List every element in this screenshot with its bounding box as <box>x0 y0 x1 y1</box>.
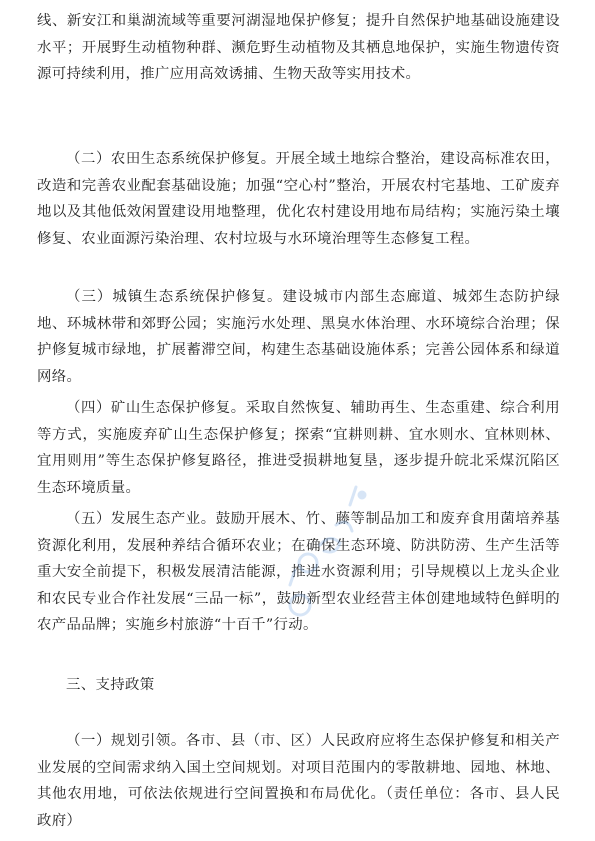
paragraph-ecological-industry: （五）发展生态产业。鼓励开展木、竹、藤等制品加工和废弃食用菌培养基资源化利用，发展种养结合循环农业；在确保生态环境、防洪防涝、生产生活等重大安全前提下，积极发展清洁能源，推进水资源利用；引导规模以上龙头企业和农民专业合作社发展“三品一标”，鼓励新型农业经营主体创建地域特色鲜明的农产品品牌；实施乡村旅游“十百千”行动。 <box>37 511 560 633</box>
paragraph-ecosystem-protection-continued: 线、新安江和巢湖流域等重要河湖湿地保护修复；提升自然保护地基础设施建设水平；开展野生动植物种群、濒危野生动植物及其栖息地保护，实施生物遗传资源可持续利用，推广应用高效诱捕、生物天敌等实用技术。 <box>37 13 560 82</box>
paragraph-farmland-ecosystem: （二）农田生态系统保护修复。开展全域土地综合整治，建设高标准农田，改造和完善农业配套基础设施；加强“空心村”整治，开展农村宅基地、工矿废弃地以及其他低效闲置建设用地整理，优化农村建设用地布局结构；实施污染土壤修复、农业面源污染治理、农村垃圾与水环境治理等生态修复工程。 <box>37 151 560 247</box>
paragraph-mine-ecosystem: （四）矿山生态保护修复。采取自然恢复、辅助再生、生态重建、综合利用等方式，实施废弃矿山生态保护修复；探索“宜耕则耕、宜水则水、宜林则林、宜用则用”等生态保护修复路径，推进受损耕地复垦，逐步提升皖北采煤沉陷区生态环境质量。 <box>37 400 560 496</box>
paragraph-planning-guidance: （一）规划引领。各市、县（市、区）人民政府应将生态保护修复和相关产业发展的空间需求纳入国土空间规划。对项目范围内的零散耕地、园地、林地、其他农用地，可依法依规进行空间置换和布局优化。（责任单位：各市、县人民政府） <box>37 733 560 829</box>
paragraph-urban-ecosystem: （三）城镇生态系统保护修复。建设城市内部生态廊道、城郊生态防护绿地、环城林带和郊野公园；实施污水处理、黑臭水体治理、水环境综合治理；保护修复城市绿地，扩展蓄滞空间，构建生态基础设施体系；完善公园体系和绿道网络。 <box>37 289 560 385</box>
section-heading-support-policies: 三、支持政策 <box>66 677 155 693</box>
